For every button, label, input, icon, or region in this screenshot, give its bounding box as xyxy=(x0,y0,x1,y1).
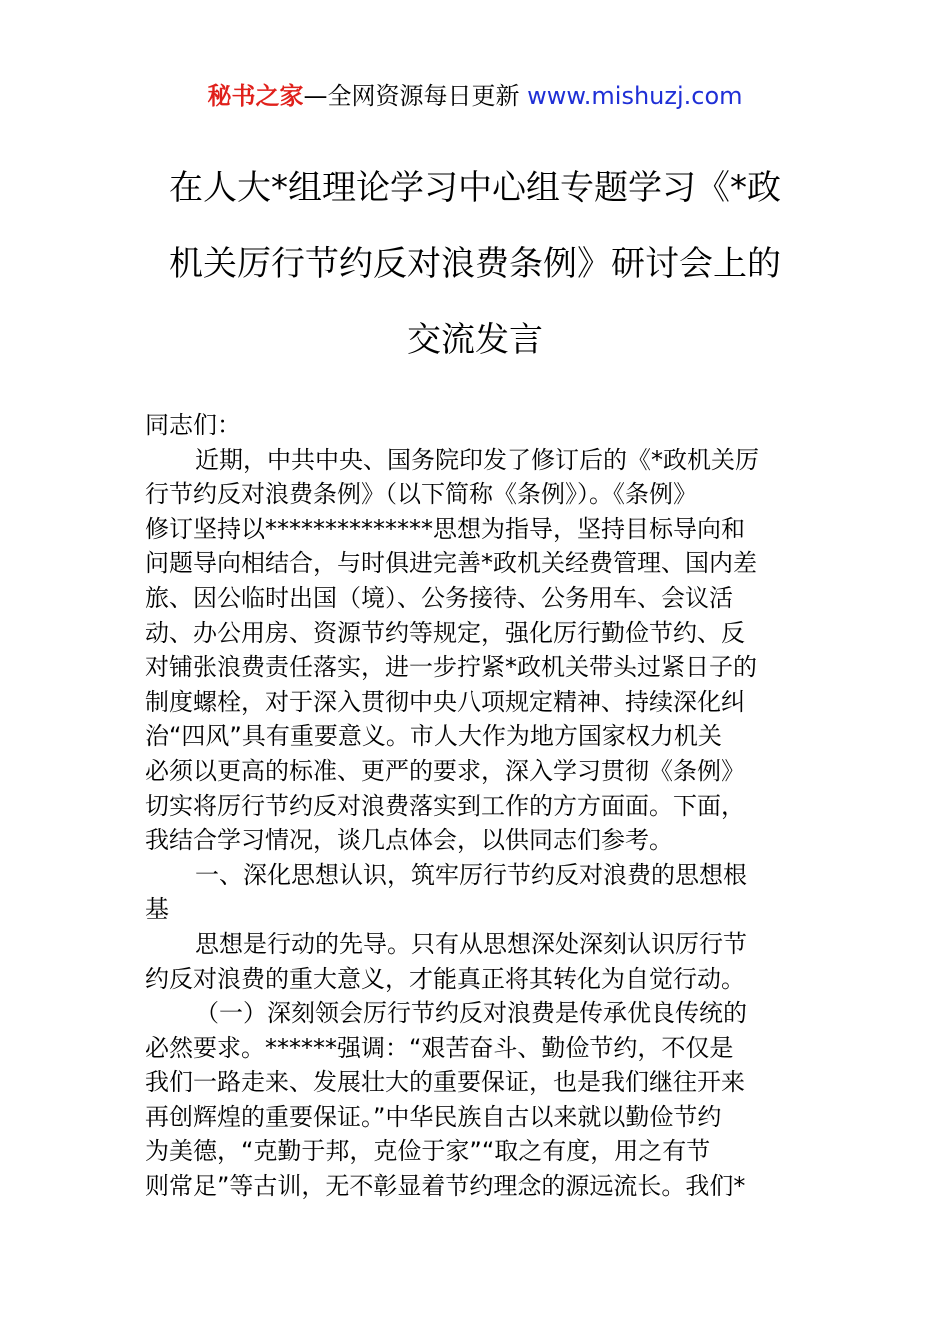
body-line: 约反对浪费的重大意义，才能真正将其转化为自觉行动。 xyxy=(145,964,745,993)
body-line: 基 xyxy=(145,895,169,924)
body-line: 思想是行动的先导。只有从思想深处深刻认识厉行节 xyxy=(195,929,747,958)
body-line: （一）深刻领会厉行节约反对浪费是传承优良传统的 xyxy=(195,999,747,1028)
body-line: 制度螺栓，对于深入贯彻中央八项规定精神、持续深化纠 xyxy=(145,687,745,716)
body-line: 再创辉煌的重要保证。”中华民族自古以来就以勤俭节约 xyxy=(145,1102,722,1131)
body-line: 修订坚持以**************思想为指导，坚持目标导向和 xyxy=(145,514,745,543)
title-line: 在人大*组理论学习中心组专题学习《*政 xyxy=(169,168,781,208)
body-line: 我们一路走来、发展壮大的重要保证，也是我们继往开来 xyxy=(145,1068,745,1097)
document-title xyxy=(150,150,800,378)
body-line: 必须以更高的标准、更严的要求，深入学习贯彻《条例》 xyxy=(145,756,745,785)
body-line: 行节约反对浪费条例》（以下简称《条例》）。《条例》 xyxy=(145,480,697,509)
body-line: 旅、因公临时出国（境）、公务接待、公务用车、会议活 xyxy=(145,583,733,612)
body-line: 我结合学习情况，谈几点体会，以供同志们参考。 xyxy=(145,826,673,855)
body-line: 为美德，“克勤于邦，克俭于家”“取之有度，用之有节 xyxy=(145,1137,711,1166)
title-line: 机关厉行节约反对浪费条例》研讨会上的 xyxy=(169,244,781,284)
body-line: 一、深化思想认识，筑牢厉行节约反对浪费的思想根 xyxy=(195,860,747,889)
body-line: 问题导向相结合，与时俱进完善*政机关经费管理、国内差 xyxy=(145,549,757,578)
body-line: 切实将厉行节约反对浪费落实到工作的方方面面。下面， xyxy=(145,791,745,820)
body-line: 治“四风”具有重要意义。市人大作为地方国家权力机关 xyxy=(145,722,722,751)
body-line: 同志们： xyxy=(145,411,241,439)
title-line: 交流发言 xyxy=(407,320,543,360)
body-line: 则常足”等古训，无不彰显着节约理念的源远流长。我们* xyxy=(145,1172,746,1201)
body-line: 必然要求。******强调：“艰苦奋斗、勤俭节约，不仅是 xyxy=(145,1033,734,1062)
site-header xyxy=(0,80,950,112)
document-body xyxy=(145,408,810,1204)
body-line: 近期，中共中央、国务院印发了修订后的《*政机关厉 xyxy=(195,445,759,474)
site-brand: 秘书之家 xyxy=(207,82,304,110)
body-line: 对铺张浪费责任落实，进一步拧紧*政机关带头过紧日子的 xyxy=(145,653,757,682)
site-url-link[interactable]: www.mishuzj.com xyxy=(527,82,743,110)
site-tagline: —全网资源每日更新 xyxy=(303,82,520,110)
body-line: 动、办公用房、资源节约等规定，强化厉行勤俭节约、反 xyxy=(145,618,745,647)
